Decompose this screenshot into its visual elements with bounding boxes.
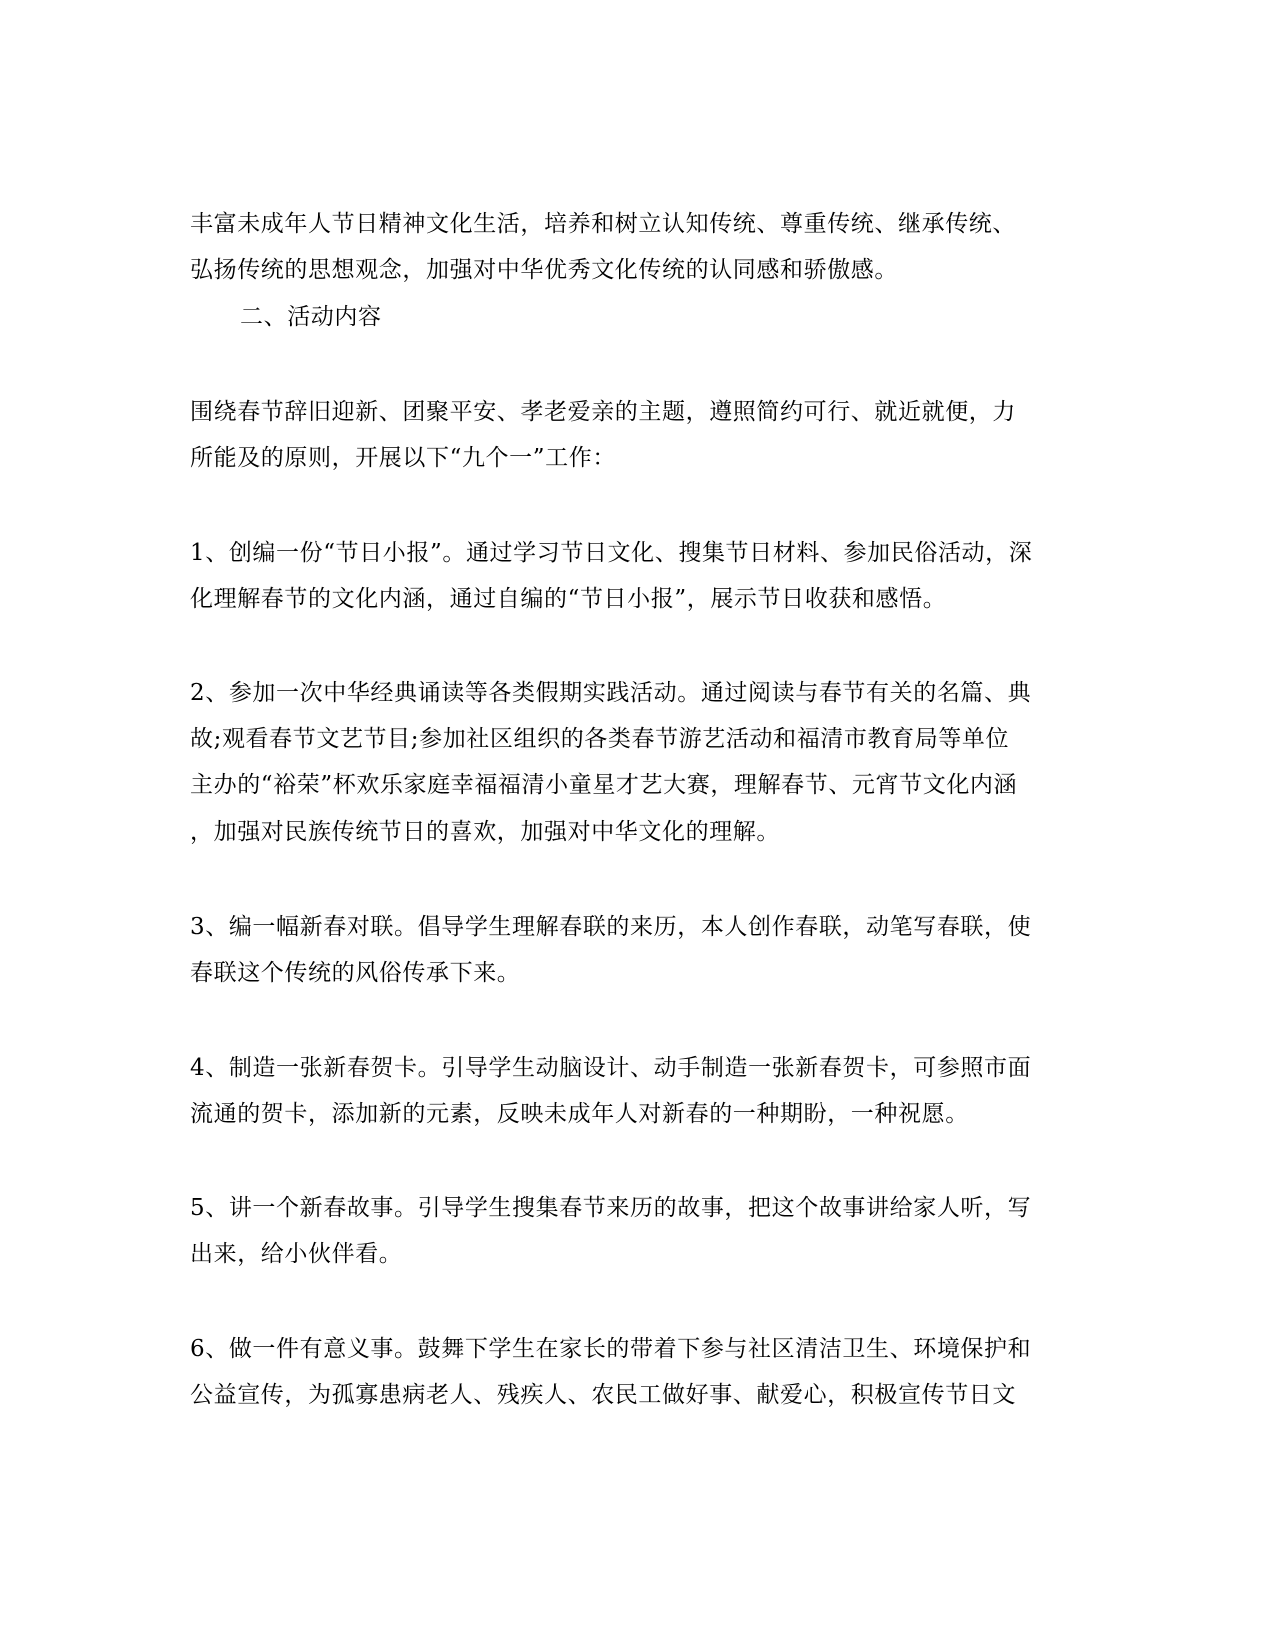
lead-line-2: 所能及的原则，开展以下“九个一”工作： (190, 445, 616, 471)
item-4-line-1: 4、制造一张新春贺卡。引导学生动脑设计、动手制造一张新春贺卡，可参照市面 (190, 1055, 1032, 1081)
item-3-line-2: 春联这个传统的风俗传承下来。 (190, 960, 521, 986)
lead-line-1: 围绕春节辞旧迎新、团聚平安、孝老爱亲的主题，遵照简约可行、就近就便，力 (190, 399, 1016, 425)
item-2-line-1: 2、参加一次中华经典诵读等各类假期实践活动。通过阅读与春节有关的名篇、典 (190, 680, 1032, 706)
item-2-line-2: 故;观看春节文艺节目;参加社区组织的各类春节游艺活动和福清市教育局等单位 (190, 726, 1010, 752)
item-2-line-4: ，加强对民族传统节日的喜欢，加强对中华文化的理解。 (190, 819, 780, 845)
item-6-line-1: 6、做一件有意义事。鼓舞下学生在家长的带着下参与社区清洁卫生、环境保护和 (190, 1336, 1032, 1362)
item-4-line-2: 流通的贺卡，添加新的元素，反映未成年人对新春的一种期盼，一种祝愿。 (190, 1101, 969, 1127)
item-5-line-2: 出来，给小伙伴看。 (190, 1241, 403, 1267)
item-5-line-1: 5、讲一个新春故事。引导学生搜集春节来历的故事，把这个故事讲给家人听，写 (190, 1195, 1032, 1221)
intro-line-2: 弘扬传统的思想观念，加强对中华优秀文化传统的认同感和骄傲感。 (190, 257, 898, 283)
item-1-line-2: 化理解春节的文化内涵，通过自编的“节日小报”，展示节日收获和感悟。 (190, 586, 947, 612)
intro-line-1: 丰富未成年人节日精神文化生活，培养和树立认知传统、尊重传统、继承传统、 (190, 211, 1016, 237)
item-6-line-2: 公益宣传，为孤寡患病老人、残疾人、农民工做好事、献爱心，积极宣传节日文 (190, 1382, 1016, 1408)
item-3-line-1: 3、编一幅新春对联。倡导学生理解春联的来历，本人创作春联，动笔写春联，使 (190, 914, 1032, 940)
section-heading: 二、活动内容 (240, 304, 382, 330)
item-1-line-1: 1、创编一份“节日小报”。通过学习节日文化、搜集节日材料、参加民俗活动，深 (190, 540, 1033, 566)
item-2-line-3: 主办的“裕荣”杯欢乐家庭幸福福清小童星才艺大赛，理解春节、元宵节文化内涵 (190, 772, 1018, 798)
